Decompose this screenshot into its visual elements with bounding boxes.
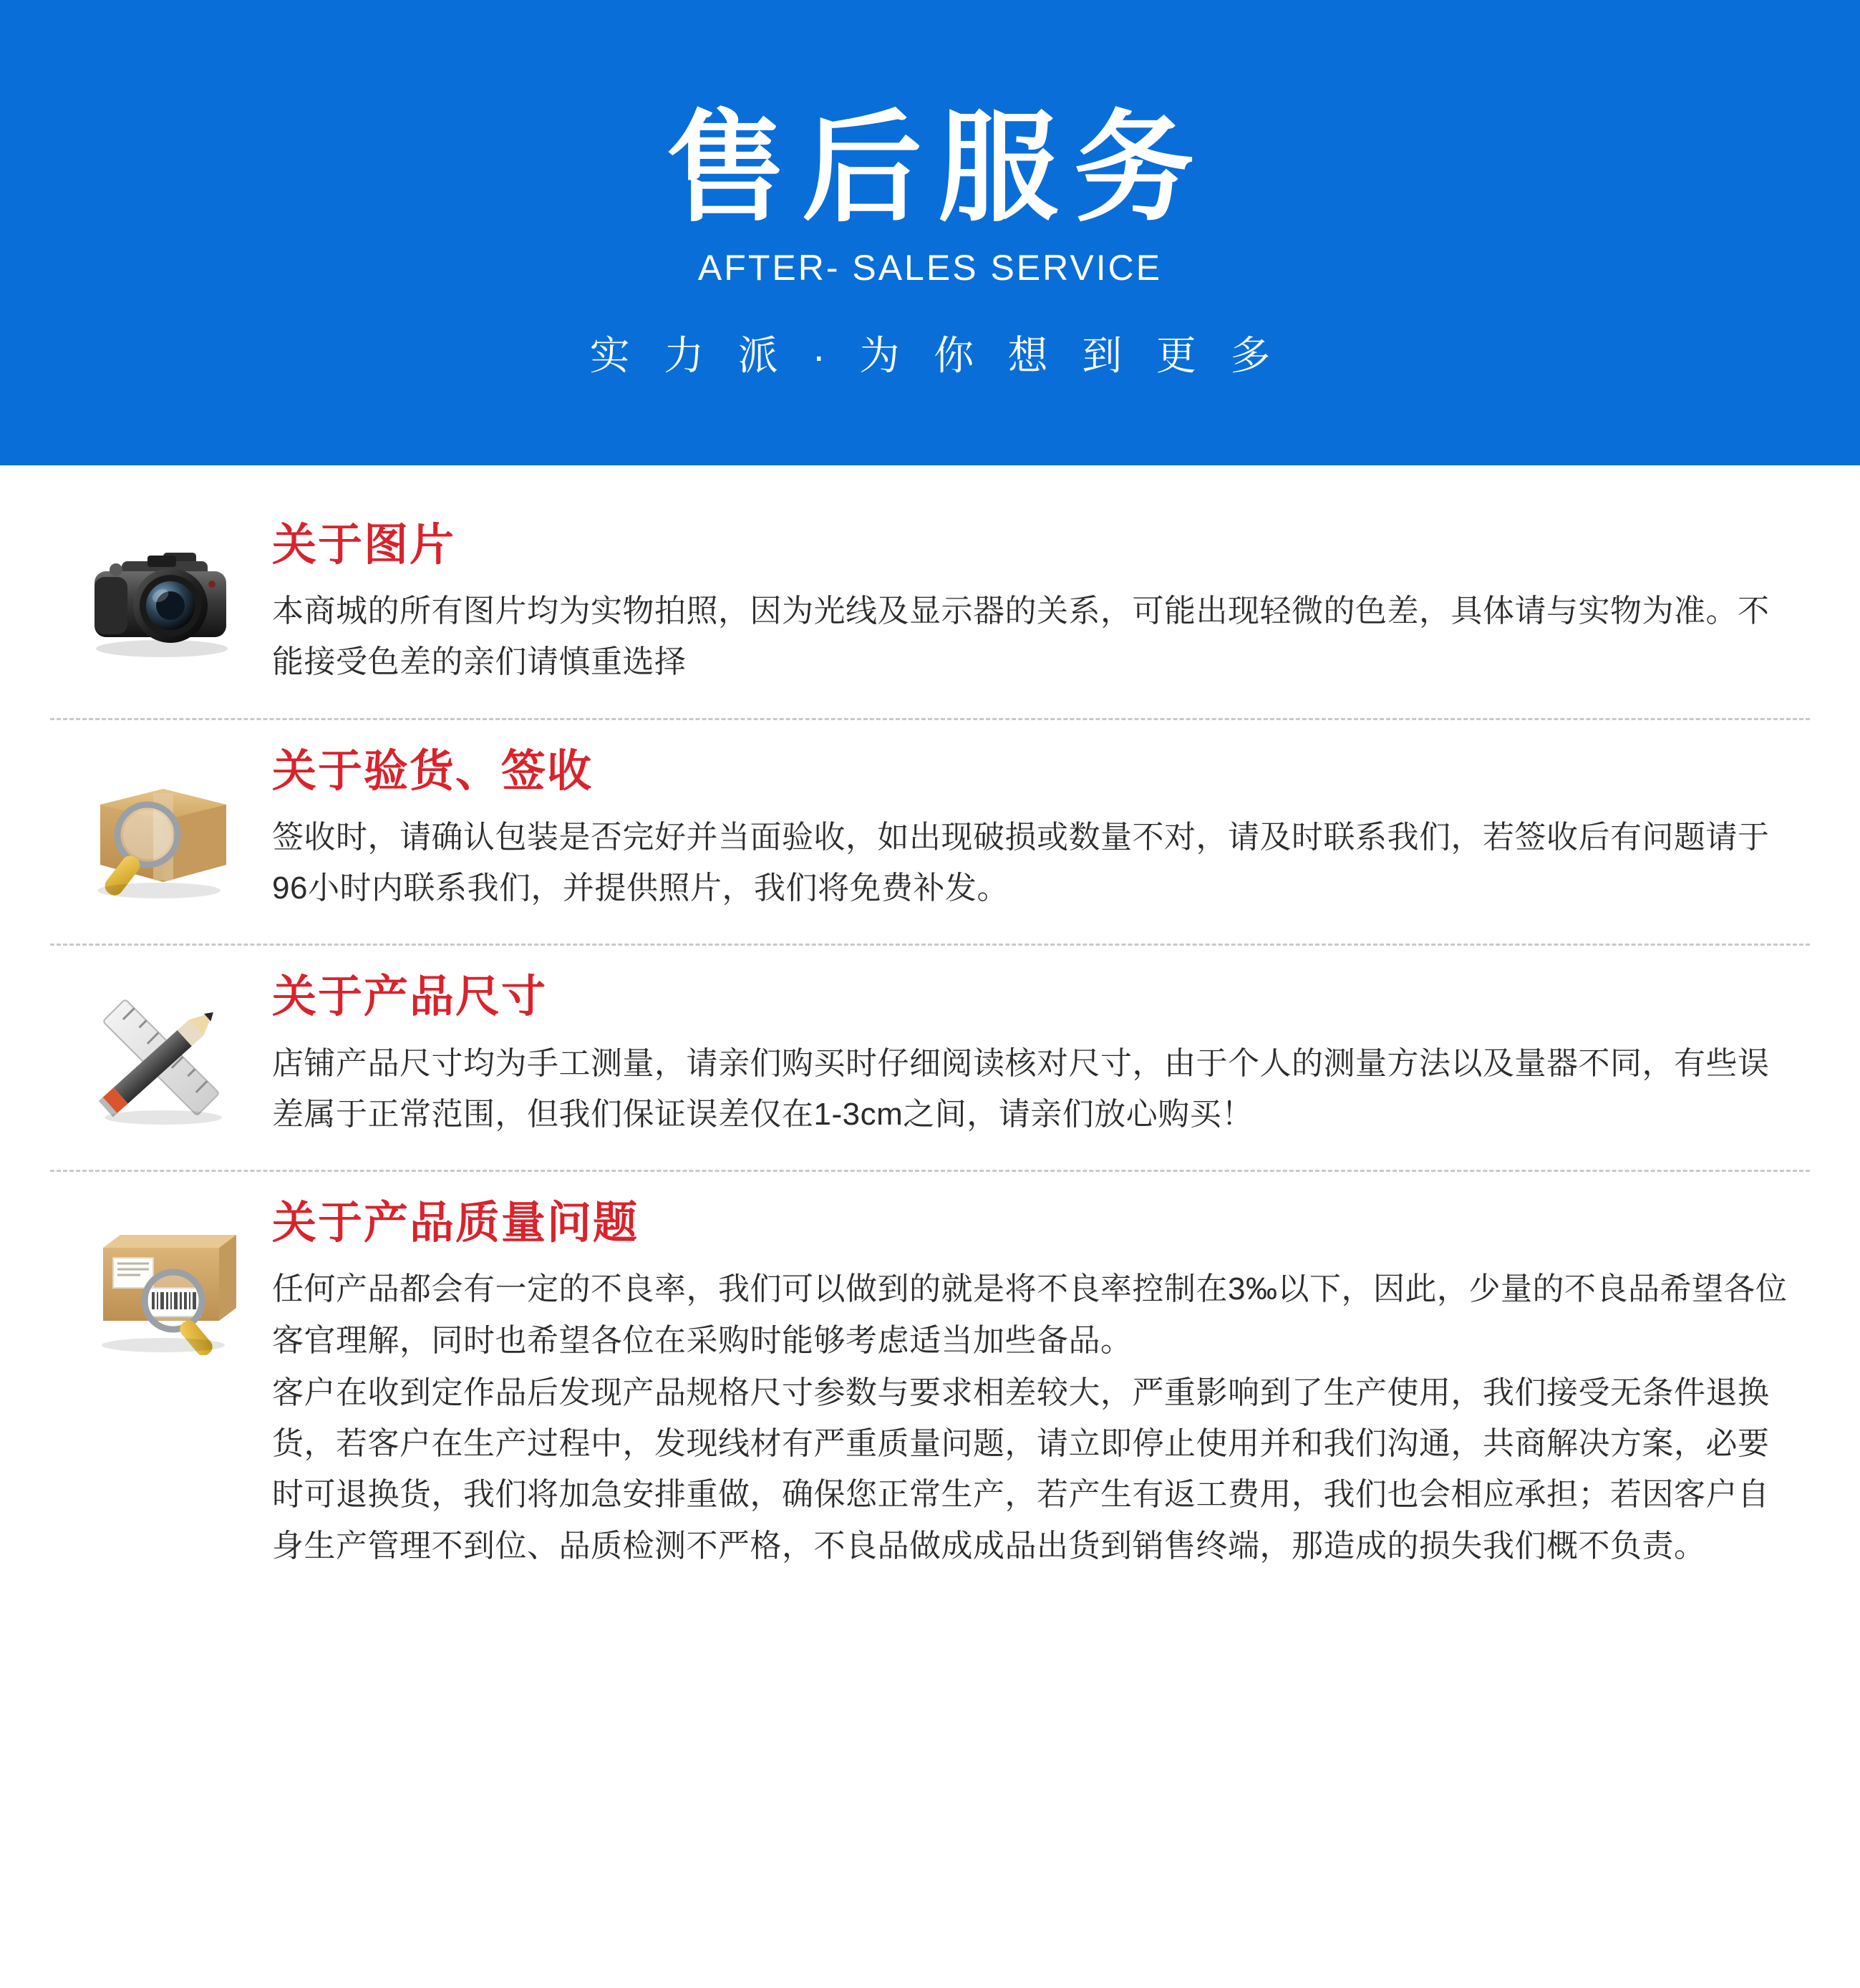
section-paragraph: 签收时，请确认包装是否完好并当面验收，如出现破损或数量不对，请及时联系我们，若签收后有问题请于96小时内联系我们，并提供照片，我们将免费补发。 [272, 819, 1770, 906]
text-column [272, 747, 1810, 914]
page-slogan: 实 力 派 · 为 你 想 到 更 多 [589, 333, 1282, 379]
section-paragraph: 客户在收到定作品后发现产品规格尺寸参数与要求相差较大，严重影响到了生产使用，我们接受无条件退换货，若客户在生产过程中，发现线材有严重质量问题，请立即停止使用并和我们沟通，共商解决方案，必要时可退换货，我们将加急安排重做，确保您正常生产，若产生有返工费用，我们也会相应承担；若因客户自身生产管理不到位、品质检测不严格，不良品做成成品出货到销售终端，那造成的损失我们概不负责。 [272, 1374, 1770, 1563]
section-title: 关于产品尺寸 [272, 972, 548, 1022]
section-about-quality [50, 1170, 1810, 1601]
after-sales-banner [0, 0, 1860, 465]
package-inspect-icon [79, 760, 243, 903]
section-title: 关于产品质量问题 [272, 1198, 639, 1248]
section-title: 关于图片 [272, 520, 456, 570]
section-about-inspection [50, 718, 1810, 944]
section-paragraph: 本商城的所有图片均为实物拍照，因为光线及显示器的关系，可能出现轻微的色差，具体请与实物为准。不能接受色差的亲们请慎重选择 [272, 593, 1770, 680]
icon-column [50, 1199, 272, 1355]
section-paragraph: 店铺产品尺寸均为手工测量，请亲们购买时仔细阅读核对尺寸，由于个人的测量方法以及量器不同，有些误差属于正常范围，但我们保证误差仅在1-3cm之间，请亲们放心购买！ [272, 1045, 1770, 1132]
after-sales-content [0, 465, 1860, 1659]
icon-column [50, 521, 272, 677]
barcode-box-icon [79, 1212, 243, 1355]
section-body [272, 586, 1788, 688]
page-subtitle: AFTER- SALES SERVICE [697, 248, 1163, 288]
section-body [272, 1038, 1788, 1140]
section-about-size [50, 944, 1810, 1170]
section-title: 关于验货、签收 [272, 746, 594, 796]
icon-column [50, 973, 272, 1129]
icon-column [50, 747, 272, 903]
section-paragraph: 任何产品都会有一定的不良率，我们可以做到的就是将不良率控制在3‰以下，因此，少量的不良品希望各位客官理解，同时也希望各位在采购时能够考虑适当加些备品。 [272, 1271, 1788, 1358]
text-column [272, 1199, 1810, 1571]
page-title: 售后服务 [666, 100, 1210, 236]
section-body [272, 812, 1788, 914]
camera-icon [79, 534, 243, 677]
text-column [272, 521, 1810, 688]
section-about-photos [50, 494, 1810, 718]
section-body [272, 1264, 1788, 1571]
text-column [272, 973, 1810, 1140]
ruler-pencil-icon [79, 986, 243, 1129]
